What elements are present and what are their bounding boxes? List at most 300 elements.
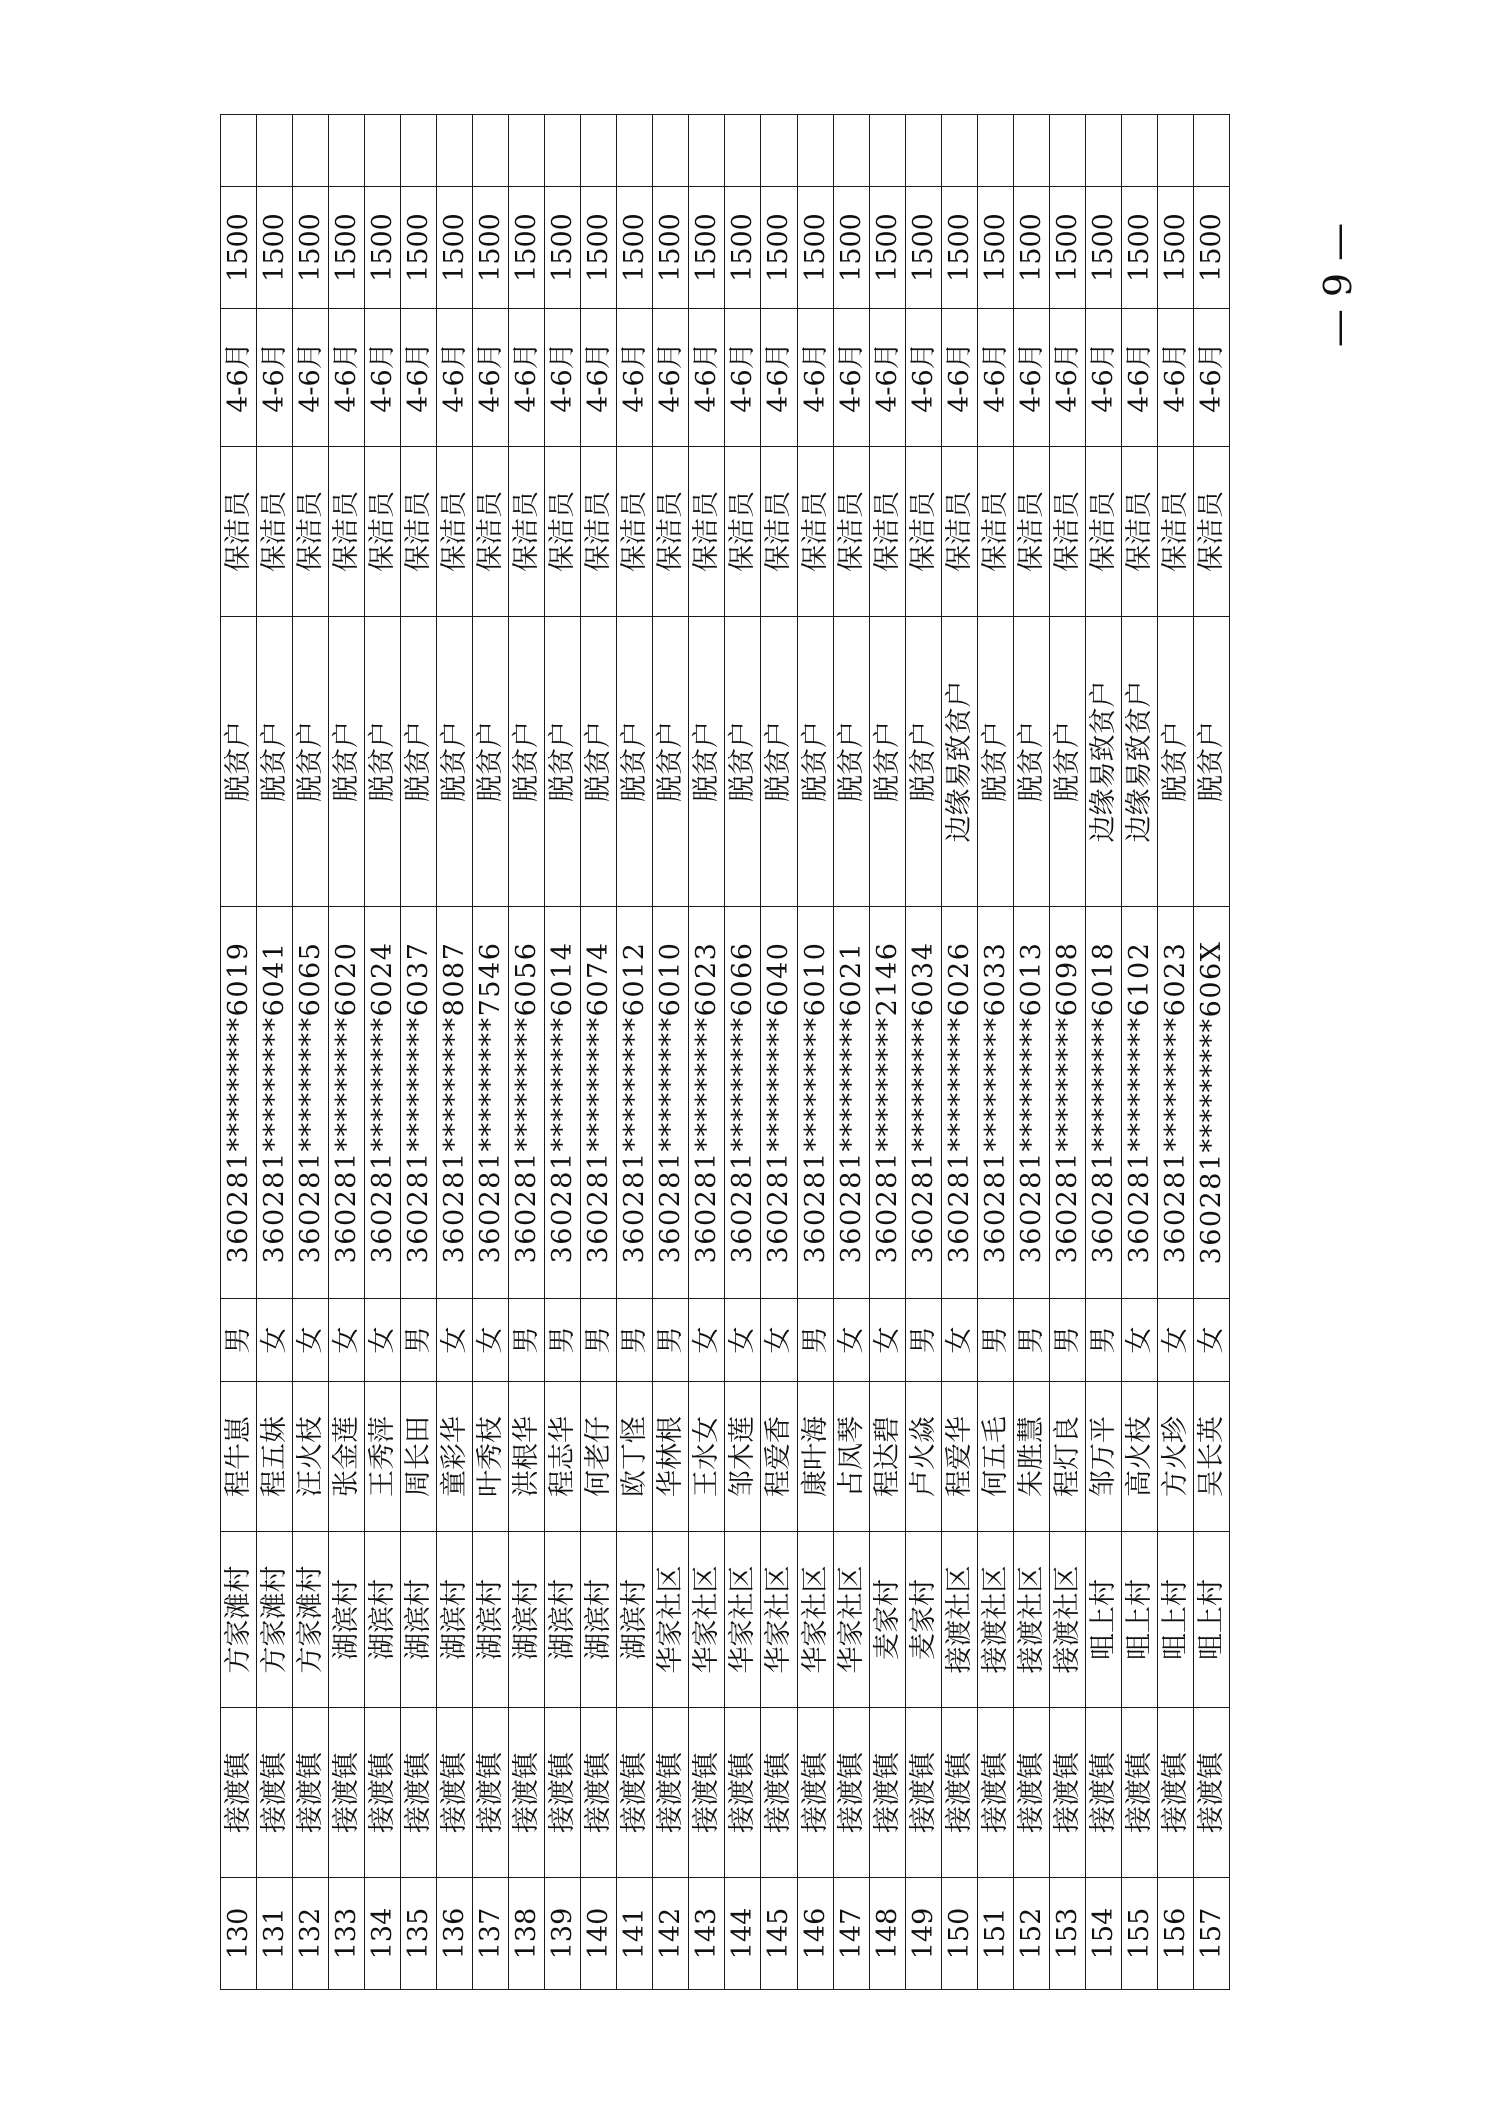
period-cell: 4-6月 (1013, 309, 1049, 447)
id-number-cell: 360281*********606X (1193, 907, 1229, 1299)
amount-cell: 1500 (329, 187, 365, 309)
town-cell: 接渡镇 (1121, 1708, 1157, 1878)
village-cell: 华家社区 (833, 1532, 869, 1708)
id-number-cell: 360281*********6074 (581, 907, 617, 1299)
name-cell: 欧丁怪 (617, 1382, 653, 1532)
empty-cell (977, 115, 1013, 187)
name-cell: 占凤琴 (833, 1382, 869, 1532)
town-cell: 接渡镇 (329, 1708, 365, 1878)
id-number-cell: 360281*********6041 (257, 907, 293, 1299)
village-cell: 华家社区 (689, 1532, 725, 1708)
gender-cell: 女 (833, 1299, 869, 1382)
id-number-cell: 360281*********6023 (689, 907, 725, 1299)
household-category-cell: 脱贫户 (1193, 617, 1229, 907)
period-cell: 4-6月 (761, 309, 797, 447)
name-cell: 王水女 (689, 1382, 725, 1532)
period-cell: 4-6月 (1121, 309, 1157, 447)
id-number-cell: 360281*********6056 (509, 907, 545, 1299)
amount-cell: 1500 (833, 187, 869, 309)
id-number-cell: 360281*********6023 (1157, 907, 1193, 1299)
period-cell: 4-6月 (689, 309, 725, 447)
name-cell: 程爱华 (941, 1382, 977, 1532)
gender-cell: 男 (977, 1299, 1013, 1382)
amount-cell: 1500 (365, 187, 401, 309)
job-cell: 保洁员 (1193, 447, 1229, 617)
empty-cell (1193, 115, 1229, 187)
village-cell: 方家滩村 (293, 1532, 329, 1708)
table-row (833, 115, 869, 1990)
seq-cell: 157 (1193, 1878, 1229, 1990)
id-number-cell: 360281*********2146 (869, 907, 905, 1299)
household-category-cell: 脱贫户 (509, 617, 545, 907)
village-cell: 华家社区 (725, 1532, 761, 1708)
gender-cell: 女 (941, 1299, 977, 1382)
period-cell: 4-6月 (545, 309, 581, 447)
table-row (473, 115, 509, 1990)
table-row (221, 115, 257, 1990)
job-cell: 保洁员 (473, 447, 509, 617)
period-cell: 4-6月 (833, 309, 869, 447)
village-cell: 湖滨村 (401, 1532, 437, 1708)
table-body (221, 115, 1230, 1990)
village-cell: 接渡社区 (1013, 1532, 1049, 1708)
empty-cell (869, 115, 905, 187)
empty-cell (761, 115, 797, 187)
seq-cell: 132 (293, 1878, 329, 1990)
job-cell: 保洁员 (401, 447, 437, 617)
seq-cell: 154 (1085, 1878, 1121, 1990)
period-cell: 4-6月 (401, 309, 437, 447)
gender-cell: 女 (293, 1299, 329, 1382)
town-cell: 接渡镇 (941, 1708, 977, 1878)
job-cell: 保洁员 (1157, 447, 1193, 617)
table-row (545, 115, 581, 1990)
empty-cell (689, 115, 725, 187)
household-category-cell: 脱贫户 (617, 617, 653, 907)
seq-cell: 133 (329, 1878, 365, 1990)
gender-cell: 女 (437, 1299, 473, 1382)
empty-cell (797, 115, 833, 187)
table-row (1049, 115, 1085, 1990)
amount-cell: 1500 (869, 187, 905, 309)
gender-cell: 女 (1121, 1299, 1157, 1382)
empty-cell (545, 115, 581, 187)
empty-cell (581, 115, 617, 187)
seq-cell: 143 (689, 1878, 725, 1990)
table-row (869, 115, 905, 1990)
name-cell: 程达碧 (869, 1382, 905, 1532)
empty-cell (221, 115, 257, 187)
seq-cell: 146 (797, 1878, 833, 1990)
id-number-cell: 360281*********6034 (905, 907, 941, 1299)
household-category-cell: 脱贫户 (689, 617, 725, 907)
period-cell: 4-6月 (365, 309, 401, 447)
table-row (1121, 115, 1157, 1990)
seq-cell: 151 (977, 1878, 1013, 1990)
seq-cell: 147 (833, 1878, 869, 1990)
household-category-cell: 边缘易致贫户 (1085, 617, 1121, 907)
id-number-cell: 360281*********6021 (833, 907, 869, 1299)
name-cell: 洪根华 (509, 1382, 545, 1532)
job-cell: 保洁员 (617, 447, 653, 617)
seq-cell: 148 (869, 1878, 905, 1990)
village-cell: 湖滨村 (545, 1532, 581, 1708)
job-cell: 保洁员 (365, 447, 401, 617)
table-row (761, 115, 797, 1990)
amount-cell: 1500 (905, 187, 941, 309)
id-number-cell: 360281*********6014 (545, 907, 581, 1299)
household-category-cell: 脱贫户 (797, 617, 833, 907)
gender-cell: 女 (257, 1299, 293, 1382)
empty-cell (653, 115, 689, 187)
period-cell: 4-6月 (473, 309, 509, 447)
town-cell: 接渡镇 (1193, 1708, 1229, 1878)
period-cell: 4-6月 (1085, 309, 1121, 447)
town-cell: 接渡镇 (761, 1708, 797, 1878)
village-cell: 接渡社区 (977, 1532, 1013, 1708)
seq-cell: 153 (1049, 1878, 1085, 1990)
id-number-cell: 360281*********6010 (653, 907, 689, 1299)
seq-cell: 144 (725, 1878, 761, 1990)
name-cell: 高火枝 (1121, 1382, 1157, 1532)
town-cell: 接渡镇 (1085, 1708, 1121, 1878)
town-cell: 接渡镇 (617, 1708, 653, 1878)
town-cell: 接渡镇 (689, 1708, 725, 1878)
table-row (1085, 115, 1121, 1990)
village-cell: 咀上村 (1121, 1532, 1157, 1708)
job-cell: 保洁员 (1121, 447, 1157, 617)
household-category-cell: 脱贫户 (761, 617, 797, 907)
gender-cell: 女 (725, 1299, 761, 1382)
job-cell: 保洁员 (437, 447, 473, 617)
gender-cell: 男 (617, 1299, 653, 1382)
id-number-cell: 360281*********6065 (293, 907, 329, 1299)
empty-cell (293, 115, 329, 187)
period-cell: 4-6月 (221, 309, 257, 447)
period-cell: 4-6月 (797, 309, 833, 447)
job-cell: 保洁员 (581, 447, 617, 617)
seq-cell: 152 (1013, 1878, 1049, 1990)
name-cell: 童彩华 (437, 1382, 473, 1532)
id-number-cell: 360281*********6098 (1049, 907, 1085, 1299)
name-cell: 邹万平 (1085, 1382, 1121, 1532)
id-number-cell: 360281*********6102 (1121, 907, 1157, 1299)
gender-cell: 女 (869, 1299, 905, 1382)
period-cell: 4-6月 (869, 309, 905, 447)
name-cell: 汪火枝 (293, 1382, 329, 1532)
village-cell: 接渡社区 (1049, 1532, 1085, 1708)
amount-cell: 1500 (293, 187, 329, 309)
period-cell: 4-6月 (977, 309, 1013, 447)
household-category-cell: 脱贫户 (977, 617, 1013, 907)
village-cell: 湖滨村 (617, 1532, 653, 1708)
empty-cell (1085, 115, 1121, 187)
name-cell: 卢火焱 (905, 1382, 941, 1532)
name-cell: 张金莲 (329, 1382, 365, 1532)
gender-cell: 男 (581, 1299, 617, 1382)
period-cell: 4-6月 (437, 309, 473, 447)
town-cell: 接渡镇 (797, 1708, 833, 1878)
name-cell: 程五妹 (257, 1382, 293, 1532)
job-cell: 保洁员 (761, 447, 797, 617)
period-cell: 4-6月 (1049, 309, 1085, 447)
village-cell: 华家社区 (797, 1532, 833, 1708)
table-row (797, 115, 833, 1990)
page-number-text: — 9 — (1316, 222, 1360, 348)
empty-cell (833, 115, 869, 187)
gender-cell: 男 (797, 1299, 833, 1382)
town-cell: 接渡镇 (905, 1708, 941, 1878)
name-cell: 朱胜慧 (1013, 1382, 1049, 1532)
village-cell: 湖滨村 (329, 1532, 365, 1708)
seq-cell: 149 (905, 1878, 941, 1990)
village-cell: 咀上村 (1157, 1532, 1193, 1708)
gender-cell: 女 (1157, 1299, 1193, 1382)
period-cell: 4-6月 (581, 309, 617, 447)
seq-cell: 137 (473, 1878, 509, 1990)
town-cell: 接渡镇 (221, 1708, 257, 1878)
period-cell: 4-6月 (1157, 309, 1193, 447)
empty-cell (473, 115, 509, 187)
household-category-cell: 脱贫户 (329, 617, 365, 907)
gender-cell: 女 (689, 1299, 725, 1382)
town-cell: 接渡镇 (653, 1708, 689, 1878)
seq-cell: 142 (653, 1878, 689, 1990)
amount-cell: 1500 (1193, 187, 1229, 309)
gender-cell: 男 (1049, 1299, 1085, 1382)
empty-cell (905, 115, 941, 187)
town-cell: 接渡镇 (833, 1708, 869, 1878)
household-category-cell: 脱贫户 (1013, 617, 1049, 907)
seq-cell: 139 (545, 1878, 581, 1990)
job-cell: 保洁员 (653, 447, 689, 617)
period-cell: 4-6月 (509, 309, 545, 447)
id-number-cell: 360281*********6012 (617, 907, 653, 1299)
town-cell: 接渡镇 (1013, 1708, 1049, 1878)
empty-cell (1049, 115, 1085, 187)
amount-cell: 1500 (545, 187, 581, 309)
village-cell: 湖滨村 (437, 1532, 473, 1708)
amount-cell: 1500 (689, 187, 725, 309)
town-cell: 接渡镇 (257, 1708, 293, 1878)
gender-cell: 男 (1085, 1299, 1121, 1382)
seq-cell: 155 (1121, 1878, 1157, 1990)
seq-cell: 150 (941, 1878, 977, 1990)
amount-cell: 1500 (725, 187, 761, 309)
period-cell: 4-6月 (725, 309, 761, 447)
village-cell: 湖滨村 (365, 1532, 401, 1708)
town-cell: 接渡镇 (509, 1708, 545, 1878)
amount-cell: 1500 (509, 187, 545, 309)
household-category-cell: 脱贫户 (293, 617, 329, 907)
name-cell: 康叶海 (797, 1382, 833, 1532)
period-cell: 4-6月 (257, 309, 293, 447)
household-category-cell: 边缘易致贫户 (1121, 617, 1157, 907)
table-row (977, 115, 1013, 1990)
job-cell: 保洁员 (221, 447, 257, 617)
town-cell: 接渡镇 (581, 1708, 617, 1878)
seq-cell: 145 (761, 1878, 797, 1990)
amount-cell: 1500 (221, 187, 257, 309)
table-row (437, 115, 473, 1990)
job-cell: 保洁员 (1013, 447, 1049, 617)
amount-cell: 1500 (401, 187, 437, 309)
gender-cell: 女 (473, 1299, 509, 1382)
household-category-cell: 脱贫户 (725, 617, 761, 907)
gender-cell: 男 (545, 1299, 581, 1382)
id-number-cell: 360281*********6033 (977, 907, 1013, 1299)
name-cell: 何老仔 (581, 1382, 617, 1532)
empty-cell (1157, 115, 1193, 187)
town-cell: 接渡镇 (545, 1708, 581, 1878)
amount-cell: 1500 (1157, 187, 1193, 309)
household-category-cell: 脱贫户 (653, 617, 689, 907)
job-cell: 保洁员 (545, 447, 581, 617)
household-category-cell: 脱贫户 (257, 617, 293, 907)
town-cell: 接渡镇 (293, 1708, 329, 1878)
job-cell: 保洁员 (869, 447, 905, 617)
id-number-cell: 360281*********6040 (761, 907, 797, 1299)
empty-cell (617, 115, 653, 187)
table-row (1193, 115, 1229, 1990)
gender-cell: 男 (401, 1299, 437, 1382)
table-row (365, 115, 401, 1990)
table-row (1013, 115, 1049, 1990)
name-cell: 叶秀枝 (473, 1382, 509, 1532)
name-cell: 王秀萍 (365, 1382, 401, 1532)
name-cell: 程志华 (545, 1382, 581, 1532)
table-row (293, 115, 329, 1990)
amount-cell: 1500 (761, 187, 797, 309)
period-cell: 4-6月 (617, 309, 653, 447)
gender-cell: 男 (509, 1299, 545, 1382)
town-cell: 接渡镇 (1157, 1708, 1193, 1878)
job-cell: 保洁员 (905, 447, 941, 617)
household-category-cell: 脱贫户 (869, 617, 905, 907)
job-cell: 保洁员 (509, 447, 545, 617)
village-cell: 华家社区 (761, 1532, 797, 1708)
village-cell: 咀上村 (1193, 1532, 1229, 1708)
gender-cell: 男 (1013, 1299, 1049, 1382)
seq-cell: 136 (437, 1878, 473, 1990)
household-category-cell: 脱贫户 (365, 617, 401, 907)
household-category-cell: 脱贫户 (545, 617, 581, 907)
id-number-cell: 360281*********8087 (437, 907, 473, 1299)
id-number-cell: 360281*********6018 (1085, 907, 1121, 1299)
gender-cell: 男 (221, 1299, 257, 1382)
village-cell: 华家社区 (653, 1532, 689, 1708)
amount-cell: 1500 (977, 187, 1013, 309)
town-cell: 接渡镇 (473, 1708, 509, 1878)
village-cell: 湖滨村 (509, 1532, 545, 1708)
empty-cell (1121, 115, 1157, 187)
town-cell: 接渡镇 (869, 1708, 905, 1878)
seq-cell: 140 (581, 1878, 617, 1990)
empty-cell (725, 115, 761, 187)
gender-cell: 男 (653, 1299, 689, 1382)
job-cell: 保洁员 (941, 447, 977, 617)
id-number-cell: 360281*********6010 (797, 907, 833, 1299)
amount-cell: 1500 (1049, 187, 1085, 309)
household-category-cell: 脱贫户 (833, 617, 869, 907)
table-row (401, 115, 437, 1990)
name-cell: 程牛崽 (221, 1382, 257, 1532)
household-category-cell: 边缘易致贫户 (941, 617, 977, 907)
village-cell: 湖滨村 (473, 1532, 509, 1708)
household-category-cell: 脱贫户 (1157, 617, 1193, 907)
id-number-cell: 360281*********7546 (473, 907, 509, 1299)
gender-cell: 男 (905, 1299, 941, 1382)
period-cell: 4-6月 (329, 309, 365, 447)
village-cell: 麦家村 (869, 1532, 905, 1708)
job-cell: 保洁员 (977, 447, 1013, 617)
job-cell: 保洁员 (1049, 447, 1085, 617)
amount-cell: 1500 (1013, 187, 1049, 309)
rotated-table-container (220, 115, 1230, 1990)
amount-cell: 1500 (473, 187, 509, 309)
amount-cell: 1500 (797, 187, 833, 309)
empty-cell (437, 115, 473, 187)
gender-cell: 女 (761, 1299, 797, 1382)
household-category-cell: 脱贫户 (581, 617, 617, 907)
village-cell: 方家滩村 (257, 1532, 293, 1708)
household-category-cell: 脱贫户 (401, 617, 437, 907)
amount-cell: 1500 (581, 187, 617, 309)
job-cell: 保洁员 (293, 447, 329, 617)
seq-cell: 135 (401, 1878, 437, 1990)
amount-cell: 1500 (653, 187, 689, 309)
seq-cell: 134 (365, 1878, 401, 1990)
period-cell: 4-6月 (941, 309, 977, 447)
table-row (725, 115, 761, 1990)
name-cell: 何五毛 (977, 1382, 1013, 1532)
table-row (617, 115, 653, 1990)
id-number-cell: 360281*********6024 (365, 907, 401, 1299)
table-row (509, 115, 545, 1990)
village-cell: 方家滩村 (221, 1532, 257, 1708)
period-cell: 4-6月 (653, 309, 689, 447)
amount-cell: 1500 (1085, 187, 1121, 309)
town-cell: 接渡镇 (437, 1708, 473, 1878)
name-cell: 程爱香 (761, 1382, 797, 1532)
town-cell: 接渡镇 (1049, 1708, 1085, 1878)
household-category-cell: 脱贫户 (437, 617, 473, 907)
table-row (941, 115, 977, 1990)
empty-cell (401, 115, 437, 187)
id-number-cell: 360281*********6037 (401, 907, 437, 1299)
table-row (653, 115, 689, 1990)
empty-cell (257, 115, 293, 187)
table-row (689, 115, 725, 1990)
seq-cell: 156 (1157, 1878, 1193, 1990)
town-cell: 接渡镇 (401, 1708, 437, 1878)
job-cell: 保洁员 (833, 447, 869, 617)
job-cell: 保洁员 (797, 447, 833, 617)
household-category-cell: 脱贫户 (905, 617, 941, 907)
name-cell: 吴长英 (1193, 1382, 1229, 1532)
seq-cell: 131 (257, 1878, 293, 1990)
job-cell: 保洁员 (257, 447, 293, 617)
period-cell: 4-6月 (1193, 309, 1229, 447)
empty-cell (941, 115, 977, 187)
page-number (1316, 222, 1360, 348)
empty-cell (509, 115, 545, 187)
id-number-cell: 360281*********6066 (725, 907, 761, 1299)
name-cell: 周长田 (401, 1382, 437, 1532)
table-row (581, 115, 617, 1990)
name-cell: 程灯良 (1049, 1382, 1085, 1532)
id-number-cell: 360281*********6019 (221, 907, 257, 1299)
